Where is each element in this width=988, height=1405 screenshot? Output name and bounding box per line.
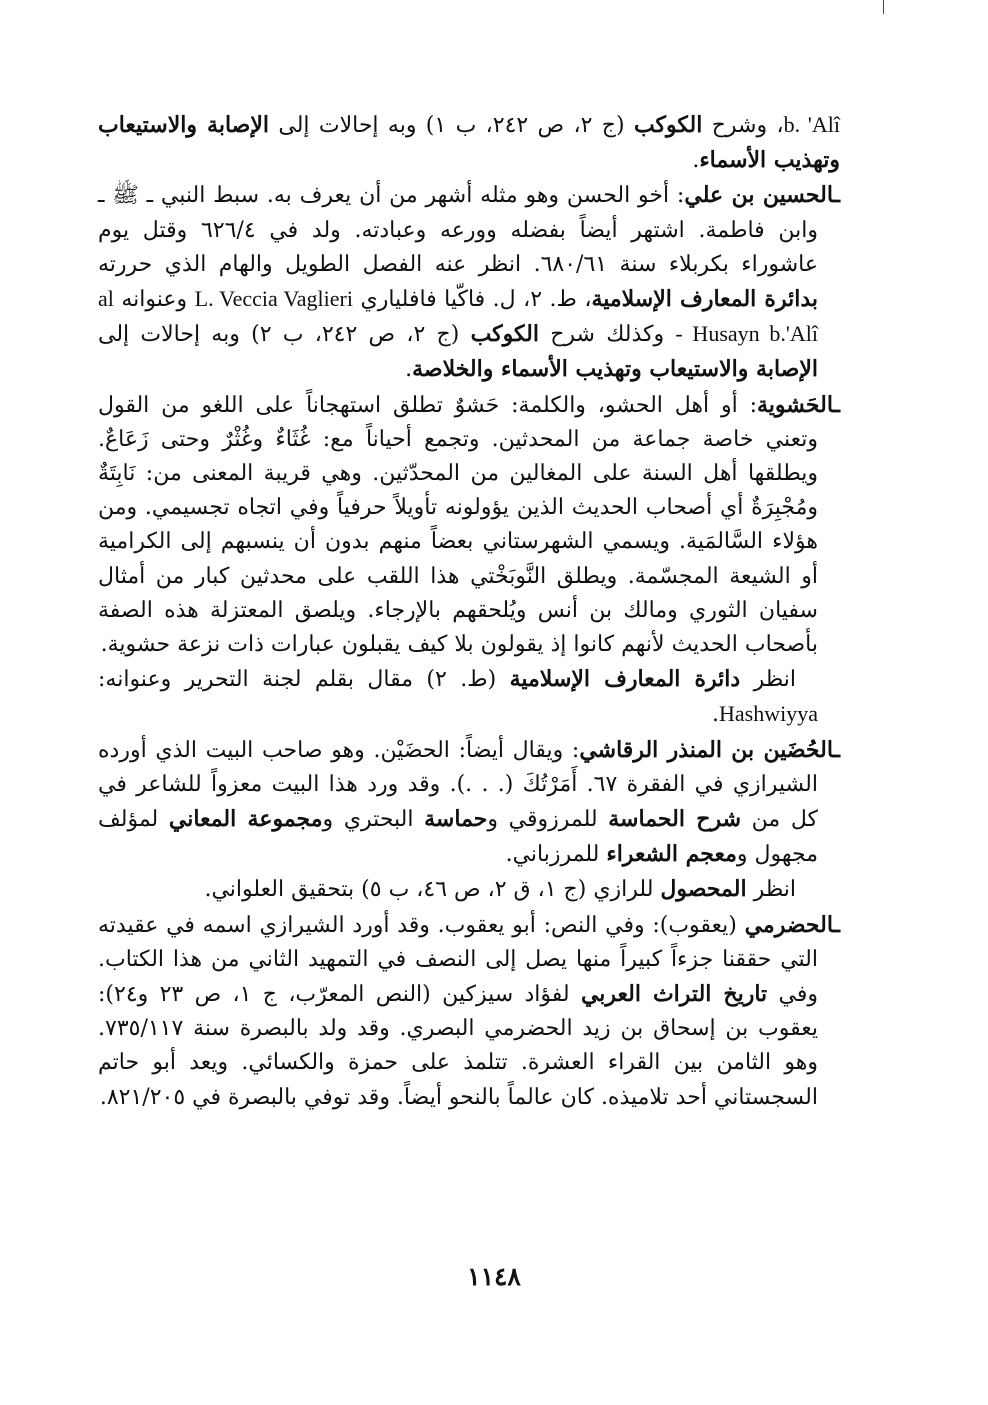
note-hudayn: انظر المحصول للرازي (ج ١، ق ٢، ص ٤٦، ب ٥) بتحقيق العلواني.	[204, 876, 796, 903]
latin-term: al - Husayn b.'Alî	[98, 286, 818, 347]
entry-hudayn: ـالحُضَين بن المنذر الرقاشي: ويقال أيضاً: الحضَيْن. وهو صاحب البيت الذي أورده الشيرازي في الفقرة ٦٧. أَمَرْتُكَ (. . .). وقد ورد هذا البيت معزواً للشاعر في كل من شرح الحماسة للمرزوقي وحماسة البحتري ومجموعة المعاني لمؤلف مجهول ومعجم الشعراء للمرزباني.	[98, 736, 840, 868]
latin-term: Hashwiyya	[719, 701, 818, 727]
entry-dash: ـ	[833, 182, 840, 209]
entry-headword: الحسين بن علي	[684, 182, 834, 209]
entry-husayn: ـالحسين بن علي: أخو الحسن وهو مثله أشهر من أن يعرف به. سبط النبي ـ ﷺ ـ وابن فاطمة. اشتهر أيضاً بفضله وورعه وعبادته. ولد في ٦٢٦/٤ وقتل يوم عاشوراء بكربلاء سنة ٦٨٠/٦١. انظر عنه الفصل الطويل والهام الذي حررته بدائرة المعارف الإسلامية، ط. ٢، ل. فاكّيا فافلياري L. Veccia Vaglieri وعنوانه al - Husayn b.'Alî وكذلك شرح الكوكب (ج ٢، ص ٢٤٢، ب ٢) وبه إحالات إلى الإصابة والاستيعاب وتهذيب الأسماء والخلاصة.	[98, 182, 840, 383]
entry-headword: الحَشوية	[757, 391, 834, 418]
scan-corner-mark	[883, 0, 884, 14]
entry-continuation: b. 'Alî، وشرح الكوكب (ج ٢، ص ٢٤٢، ب ١) وبه إحالات إلى الإصابة والاستيعاب وتهذيب الأسماء.	[98, 112, 840, 174]
latin-term: L. Veccia Vaglieri	[194, 286, 353, 312]
page-number: ١١٤٨	[467, 1262, 521, 1291]
entry-dash: ـ	[833, 736, 840, 763]
entry-headword: الحضرمي	[744, 911, 834, 938]
note-hashwiyya: انظر دائرة المعارف الإسلامية (ط. ٢) مقال بقلم لجنة التحرير وعنوانه: Hashwiyya.	[98, 666, 818, 728]
entry-hadrami: ـالحضرمي (يعقوب): وفي النص: أبو يعقوب. وقد أورد الشيرازي اسمه في عقيدته التي حققنا جزءاً كبيراً منها يصل إلى النصف في التمهيد الثاني من هذا الكتاب. وفي تاريخ التراث العربي لفؤاد سيزكين (النص المعرّب، ج ١، ص ٢٣ و٢٤): يعقوب بن إسحاق بن زيد الحضرمي البصري. وقد ولد بالبصرة سنة ٧٣٥/١١٧. وهو الثامن بين القراء العشرة. تتلمذ على حمزة والكسائي. ويعد أبو حاتم السجستاني أحد تلاميذه. كان عالماً بالنحو أيضاً. وقد توفي بالبصرة في ٨٢١/٢٠٥.	[98, 911, 840, 1110]
entry-hashwiyya: ـالحَشوية: أو أهل الحشو، والكلمة: حَشوٌ تطلق استهجاناً على اللغو من القول وتعني خاصة جماعة من المحدثين. وتجمع أحياناً مع: غُثَاءٌ وغُثْرٌ وحتى زَعَاعٌ. ويطلقها أهل السنة على المغالين من المحدّثين. وهي قريبة المعنى من: نَابِتَةٌ ومُجْبِرَةٌ أي أصحاب الحديث الذين يؤولونه تأويلاً حرفياً وفي اتجاه تجسيمي. ومن هؤلاء السَّالمَية. ويسمي الشهرستاني بعضاً منهم بدون أن ينسبهم إلى الكرامية أو الشيعة المجسّمة. ويطلق النَّوبَخْتي هذا اللقب على محدثين كبار من أمثال سفيان الثوري ومالك بن أنس ويُلحقهم بالإرجاء. ويلصق المعتزلة هذه الصفة بأصحاب الحديث لأنهم كانوا إذ يقولون بلا كيف يقبلون عبارات ذات نزعة حشوية.	[98, 391, 840, 658]
latin-term: b. 'Alî	[783, 112, 840, 137]
entry-dash: ـ	[833, 911, 840, 938]
entry-dash: ـ	[833, 391, 840, 418]
page-body	[98, 108, 840, 1115]
entry-headword: الحُضَين بن المنذر الرقاشي	[579, 736, 834, 763]
